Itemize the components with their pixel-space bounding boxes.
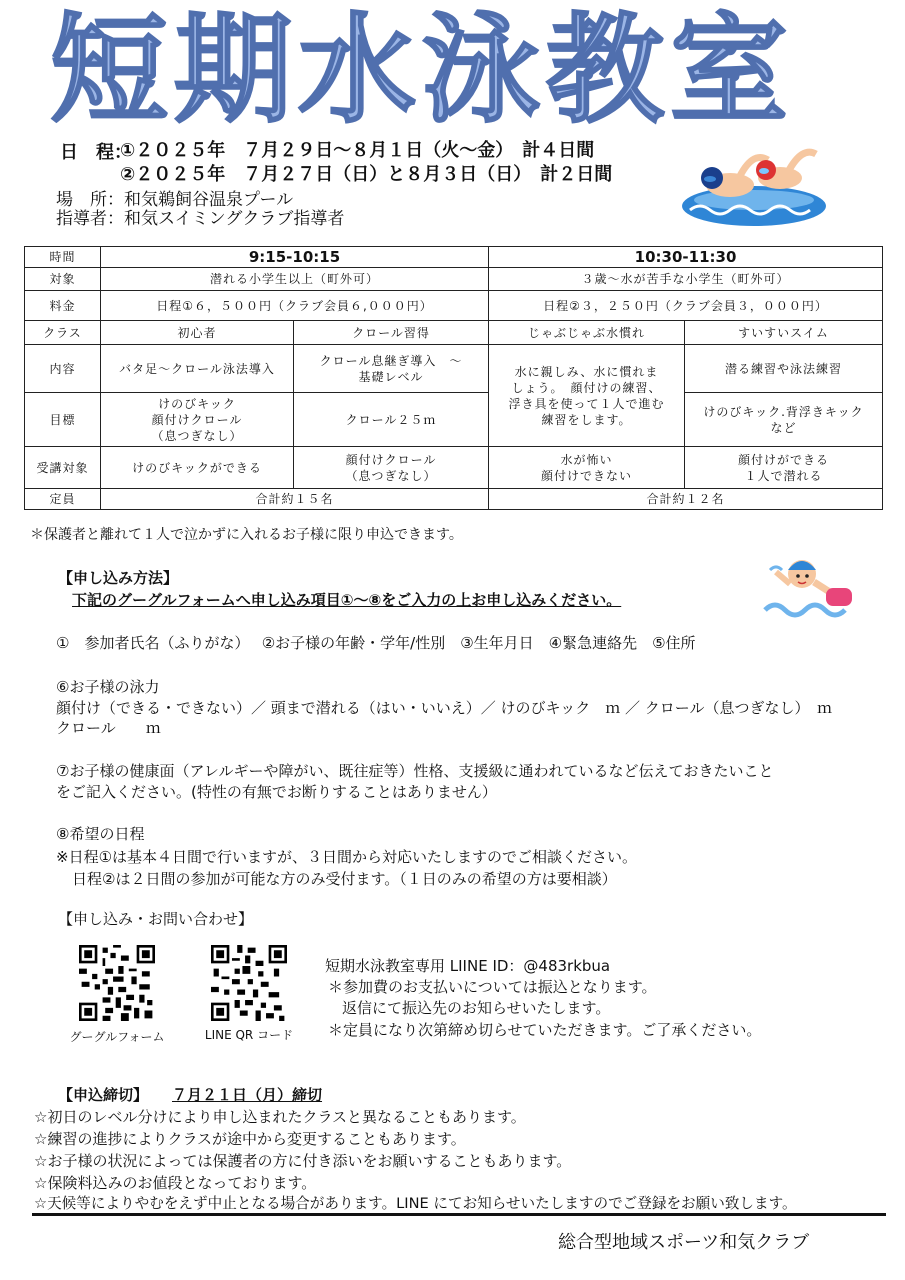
schedule-2: ②２０２５年 ７月２７日（日）と８月３日（日） 計２日間 (120, 164, 613, 185)
contact-note-1: ＊参加費のお支払いについては振込となります。 (328, 978, 657, 996)
eligible-cell: 顔付けができる １人で潜れる (685, 447, 883, 489)
contact-note-2: 返信にて振込先のお知らせいたします。 (342, 999, 611, 1017)
deadline-bullet: ☆初日のレベル分けにより申し込まれたクラスと異なることもあります。 (34, 1108, 526, 1126)
item8-title: ⑧希望の日程 (56, 825, 145, 843)
class-name: クロール習得 (294, 321, 489, 345)
swimmers-illustration (680, 140, 828, 228)
contact-note-3: ＊定員になり次第締め切らせていただきます。ご了承ください。 (328, 1021, 762, 1039)
parent-note: ＊保護者と離れて１人で泣かずに入れるお子様に限り申込できます。 (30, 527, 463, 543)
item7-line1: ⑦お子様の健康面（アレルギーや障がい、既往症等）性格、支援級に通われているなど伝えておきたいこと (56, 762, 774, 780)
item6-title: ⑥お子様の泳力 (56, 678, 160, 696)
target-1: 潜れる小学生以上（町外可） (101, 268, 489, 291)
fee-1: 日程①６，５００円（クラブ会員６,０００円） (101, 291, 489, 321)
schedule-1: ①２０２５年 ７月２９日～８月１日（火～金） 計４日間 (120, 140, 595, 161)
line-qr-label: LINE QR コード (204, 1028, 294, 1042)
capacity-2: 合計約１２名 (489, 489, 883, 510)
item8-line1: ※日程①は基本４日間で行いますが、３日間から対応いたしますのでご相談ください。 (56, 848, 638, 866)
deadline-date: ７月２１日（月）締切 (172, 1086, 323, 1104)
divider (32, 1213, 886, 1216)
instructor: 指導者：和気スイミングクラブ指導者 (56, 209, 345, 229)
deadline-bullet: ☆保険料込みのお値段となっております。 (34, 1174, 317, 1192)
row-label-fee: 料金 (25, 291, 101, 321)
target-2: ３歳～水が苦手な小学生（町外可） (489, 268, 883, 291)
content-cell: 潜る練習や泳法練習 (685, 345, 883, 393)
page-title: 短期水泳教室 (50, 1, 795, 139)
class-name: じゃぶじゃぶ水慣れ (489, 321, 685, 345)
content-cell: クロール息継ぎ導入 ～ 基礎レベル (294, 345, 489, 393)
google-form-label: グーグルフォーム (69, 1030, 165, 1044)
apply-instruction: 下記のグーグルフォームへ申し込み項目①～⑧をご入力の上お申し込みください。 (72, 591, 622, 609)
organizer-name: 総合型地域スポーツ和気クラブ (558, 1232, 810, 1253)
row-label-target: 対象 (25, 268, 101, 291)
place: 場 所：和気鵜飼谷温泉プール (56, 190, 294, 210)
item6-line1: 顔付け（できる・できない）／ 頭まで潜れる（はい・いいえ）／ けのびキック ｍ ／ クロール（息つぎなし） ｍ (56, 699, 832, 717)
content-cell: 水に親しみ、水に慣れま しょう。 顔付けの練習、 浮き具を使って１人で進む 練習をします。 (489, 345, 685, 447)
goal-cell: クロール２５ｍ (294, 393, 489, 447)
schedule-label: 日 程： (60, 142, 132, 163)
item7-line2: をご記入ください。(特性の有無でお断りすることはありません） (56, 783, 497, 801)
class-name: すいすいスイム (685, 321, 883, 345)
eligible-cell: 水が怖い 顔付けできない (489, 447, 685, 489)
content-cell: バタ足～クロール泳法導入 (101, 345, 294, 393)
contact-heading: 【申し込み・お問い合わせ】 (58, 910, 254, 928)
goal-cell: けのびキック 顔付けクロール （息つぎなし） (101, 393, 294, 447)
row-label-goal: 目標 (25, 393, 101, 447)
deadline-bullet: ☆天候等によりやむをえず中止となる場合があります。LINE にてお知らせいたしますのでご登録をお願い致します。 (34, 1195, 797, 1212)
row-label-eligible: 受講対象 (25, 447, 101, 489)
row-label-class: クラス (25, 321, 101, 345)
goal-cell: けのびキック.背浮きキック など (685, 393, 883, 447)
deadline-bullet: ☆お子様の状況によっては保護者の方に付き添いをお願いすることもあります。 (34, 1152, 572, 1170)
kid-swimming-illustration (760, 540, 860, 640)
deadline-bullet: ☆練習の進捗によりクラスが途中から変更することもあります。 (34, 1130, 466, 1148)
line-id: 短期水泳教室専用 LIINE ID：@483rkbua (325, 957, 611, 975)
line-qr-code[interactable] (211, 945, 287, 1021)
deadline-label: 【申込締切】 (58, 1086, 149, 1104)
row-label-capacity: 定員 (25, 489, 101, 510)
class-name: 初心者 (101, 321, 294, 345)
fee-2: 日程②３，２５０円（クラブ会員３，０００円） (489, 291, 883, 321)
eligible-cell: 顔付けクロール （息つぎなし） (294, 447, 489, 489)
capacity-1: 合計約１５名 (101, 489, 489, 510)
google-form-qr-code[interactable] (79, 945, 155, 1021)
row-label-content: 内容 (25, 345, 101, 393)
eligible-cell: けのびキックができる (101, 447, 294, 489)
item6-line2: クロール ｍ (56, 719, 161, 737)
item8-line2: 日程②は２日間の参加が可能な方のみ受付ます。（１日のみの希望の方は要相談） (72, 870, 617, 888)
row-label-time: 時間 (25, 247, 101, 268)
apply-heading: 【申し込み方法】 (58, 569, 179, 587)
schedule-table (24, 246, 883, 510)
time-slot-2: 10:30-11:30 (489, 247, 883, 268)
apply-items-1-5: ① 参加者氏名（ふりがな） ②お子様の年齢・学年/性別 ③生年月日 ④緊急連絡先 ⑤住所 (56, 634, 696, 652)
time-slot-1: 9:15-10:15 (101, 247, 489, 268)
